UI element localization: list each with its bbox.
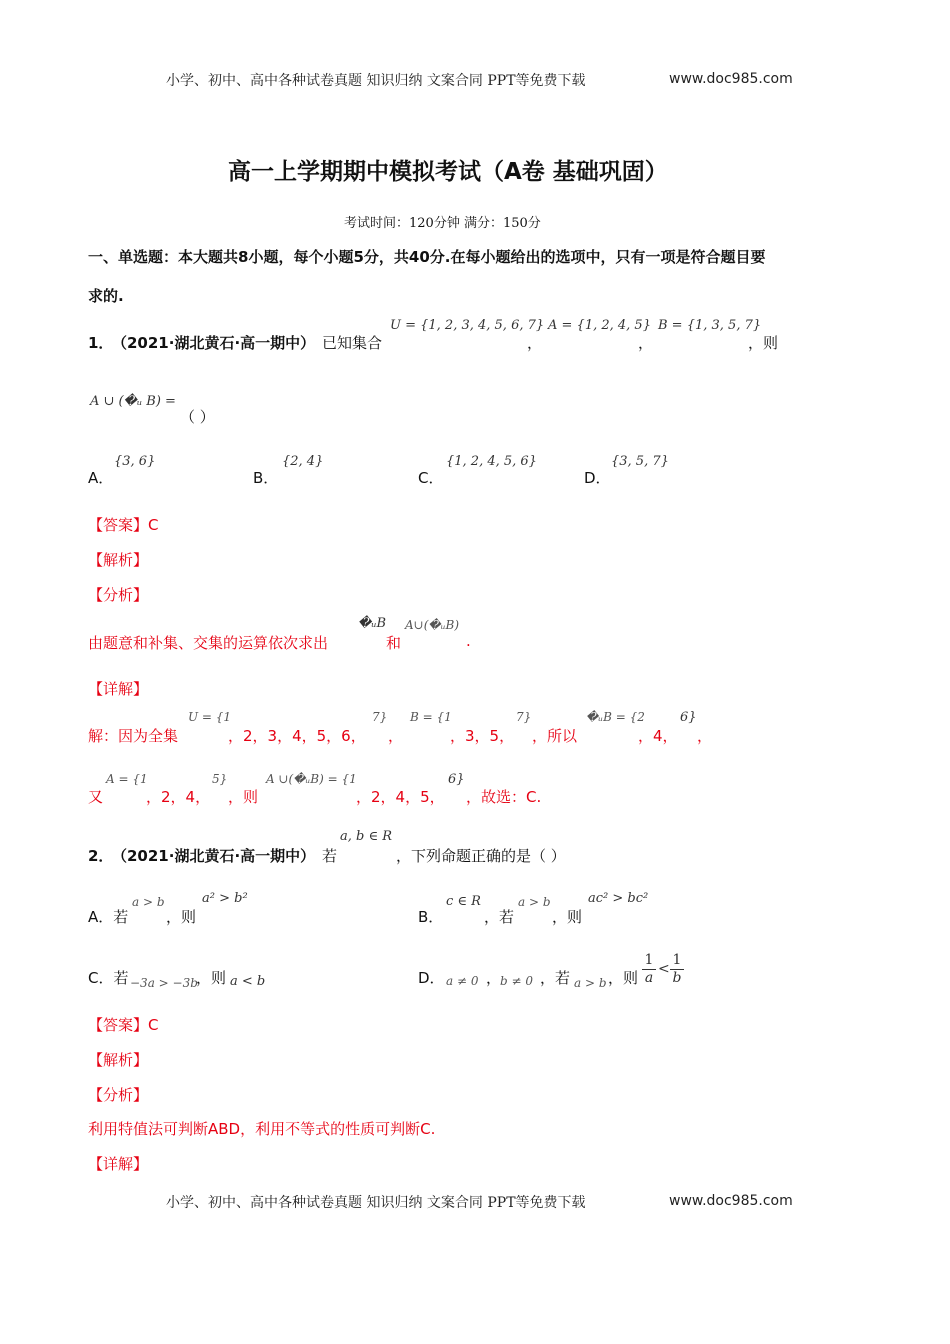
q2-option-a-then: ，则 <box>166 908 197 926</box>
q1-then: ，则 <box>748 334 779 352</box>
q2-stem: 若 <box>322 847 338 865</box>
q2-option-d-frac1-num: 1 <box>642 952 656 970</box>
q1-option-b-math: {2, 4} <box>282 454 324 469</box>
q1-detail2-m2: 5} <box>212 772 228 786</box>
q2-option-a-m2: a² > b² <box>202 891 248 906</box>
header-text: 小学、初中、高中各种试卷真题 知识归纳 文案合同 PPT等免费下载 <box>166 73 586 89</box>
q2-jiexi-heading: 【解析】 <box>88 1051 149 1069</box>
q2-condition: a, b ∈ R <box>340 829 393 844</box>
q1-answer: 【答案】C <box>88 516 159 534</box>
q1-expression: A ∪ (�ᵤ B) = <box>90 394 176 409</box>
q2-option-d-if: ，若 <box>540 969 571 987</box>
q1-detail2-t1: 又 <box>88 788 104 806</box>
q2-option-d-frac2-den: b <box>672 970 682 986</box>
q2-option-d-m1: a ≠ 0 <box>446 974 479 988</box>
q2-option-d-fraction-2 <box>670 952 684 987</box>
q1-detail1-t3: ， <box>388 727 404 745</box>
q2-answer: 【答案】C <box>88 1016 159 1034</box>
q1-fenxi-heading: 【分析】 <box>88 586 149 604</box>
q1-comma2: ， <box>638 334 654 352</box>
q1-option-b-label: B． <box>253 469 279 487</box>
q2-stem2: ，下列命题正确的是（ ） <box>396 847 566 865</box>
q1-set-b: B = {1, 3, 5, 7} <box>658 318 762 333</box>
q1-fenxi-end: . <box>466 632 471 650</box>
q1-source: （2021·湖北黄石·高一期中） <box>112 334 316 352</box>
q2-option-d-label: D． <box>418 969 445 987</box>
q1-detail1-m6: 6} <box>680 710 697 725</box>
q2-option-d-frac2-num: 1 <box>670 952 684 970</box>
q2-number: 2． <box>88 847 114 865</box>
q1-set-u: U = {1, 2, 3, 4, 5, 6, 7} <box>390 318 545 333</box>
q1-paren: （ ） <box>180 408 215 426</box>
q1-xiangjie-heading: 【详解】 <box>88 680 149 698</box>
q1-detail2-t4: ，2，4，5， <box>356 788 445 806</box>
footer-text: 小学、初中、高中各种试卷真题 知识归纳 文案合同 PPT等免费下载 <box>166 1195 586 1211</box>
q1-fenxi-math2: A∪(�ᵤB) <box>405 618 459 632</box>
q2-option-c-then: ，则 <box>196 969 227 987</box>
section-heading-line1: 一、单选题：本大题共8小题，每个小题5分，共40分.在每小题给出的选项中，只有一项是符合题目要 <box>88 248 766 266</box>
q1-option-d-label: D． <box>584 469 611 487</box>
q2-option-d-lt: < <box>658 961 670 977</box>
q1-detail1-m2: 7} <box>372 710 388 724</box>
q1-set-a: A = {1, 2, 4, 5} <box>548 318 651 333</box>
q2-option-c-m2: a < b <box>230 974 266 989</box>
q2-option-a-label: A．若 <box>88 908 129 926</box>
q1-detail2-m3: A ∪(�ᵤB) = {1 <box>266 772 357 786</box>
q2-option-b-label: B． <box>418 908 444 926</box>
q2-option-b-m2: a > b <box>518 895 551 909</box>
page-title: 高一上学期期中模拟考试（A卷 基础巩固） <box>228 159 668 185</box>
q1-detail1-m1: U = {1 <box>188 710 232 724</box>
q1-detail1-t6: ，4， <box>638 727 678 745</box>
q1-number: 1． <box>88 334 114 352</box>
q2-fenxi-text: 利用特值法可判断ABD，利用不等式的性质可判断C. <box>88 1120 436 1138</box>
q2-option-b-m3: ac² > bc² <box>588 891 649 906</box>
q2-option-d-m3: a > b <box>574 976 607 990</box>
q2-option-c-label: C．若 <box>88 969 129 987</box>
q1-jiexi-heading: 【解析】 <box>88 551 149 569</box>
q1-detail1-t5: ，所以 <box>532 727 578 745</box>
q2-option-b-then: ，则 <box>552 908 583 926</box>
q1-detail1-m5: �ᵤB = {2 <box>586 710 645 724</box>
q1-detail1-t2: ，2，3，4，5，6， <box>228 727 366 745</box>
header-url[interactable]: www.doc985.com <box>669 71 793 87</box>
q2-option-d-fraction-1 <box>642 952 656 987</box>
footer-url[interactable]: www.doc985.com <box>669 1193 793 1209</box>
q1-fenxi-math1: �ᵤB <box>358 616 387 631</box>
section-heading-line2: 求的. <box>88 287 124 305</box>
q1-stem: 已知集合 <box>322 334 383 352</box>
q2-option-d-then: ，则 <box>608 969 639 987</box>
q2-option-d-m2: b ≠ 0 <box>500 974 533 988</box>
q1-detail2-t2: ，2，4， <box>146 788 211 806</box>
q1-option-a-label: A． <box>88 469 114 487</box>
q1-detail1-t1: 解：因为全集 <box>88 727 179 745</box>
q1-detail2-t3: ，则 <box>228 788 259 806</box>
q2-fenxi-heading: 【分析】 <box>88 1086 149 1104</box>
q1-detail1-m4: 7} <box>516 710 532 724</box>
q1-option-a-math: {3, 6} <box>114 454 156 469</box>
q1-detail1-t4: ，3，5， <box>450 727 515 745</box>
q2-option-d-frac1-den: a <box>644 970 654 986</box>
q2-option-d-comma: ， <box>486 969 502 987</box>
q1-detail2-t5: ，故选：C. <box>466 788 542 806</box>
q1-option-d-math: {3, 5, 7} <box>611 454 669 469</box>
q1-detail1-t7: ， <box>697 727 713 745</box>
q2-option-b-m1: c ∈ R <box>446 894 481 909</box>
q1-detail2-m1: A = {1 <box>106 772 148 786</box>
q1-option-c-math: {1, 2, 4, 5, 6} <box>446 454 537 469</box>
q1-option-c-label: C． <box>418 469 444 487</box>
q2-source: （2021·湖北黄石·高一期中） <box>112 847 316 865</box>
q1-detail2-m4: 6} <box>448 772 465 787</box>
q2-option-b-if: ，若 <box>484 908 515 926</box>
exam-info: 考试时间：120分钟 满分：150分 <box>344 216 541 231</box>
q1-detail1-m3: B = {1 <box>410 710 452 724</box>
q1-fenxi-and: 和 <box>386 634 402 652</box>
q2-xiangjie-heading: 【详解】 <box>88 1155 149 1173</box>
q1-comma1: ， <box>527 334 543 352</box>
q2-option-c-m1: −3a > −3b <box>130 976 198 990</box>
q2-option-a-m1: a > b <box>132 895 165 909</box>
q1-fenxi-text: 由题意和补集、交集的运算依次求出 <box>88 634 329 652</box>
